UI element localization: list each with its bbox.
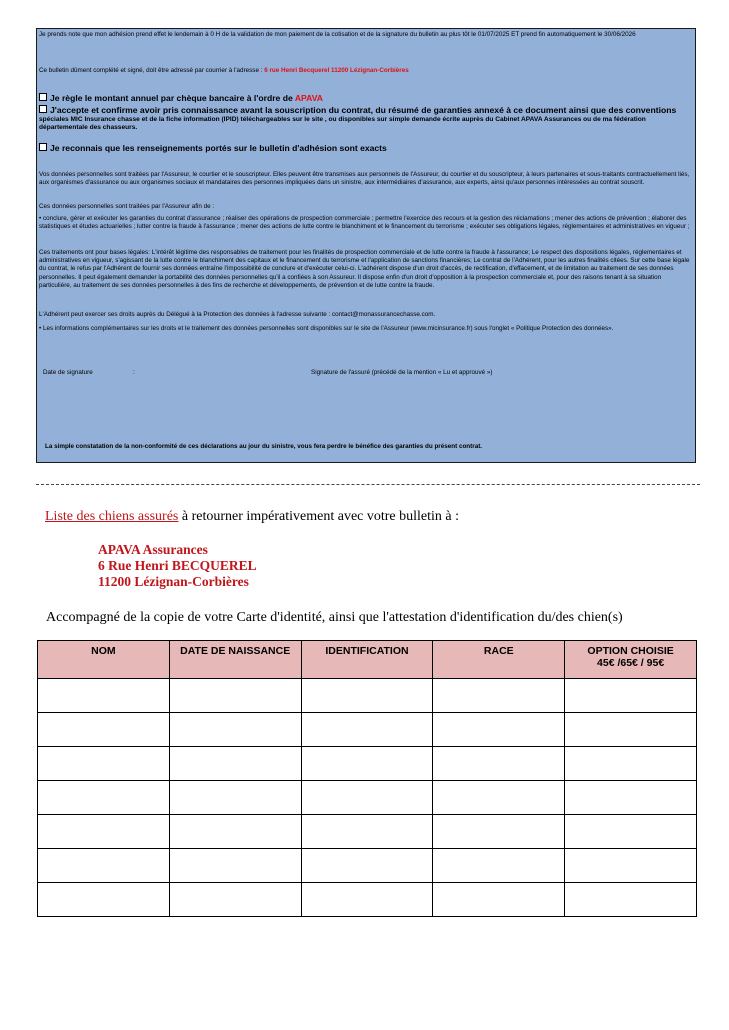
cell-name[interactable] [38,713,170,747]
cell-identification[interactable] [301,815,433,849]
attachments-note: Accompagné de la copie de votre Carte d'identité, ainsi que l'attestation d'identification du/des chien(s) [46,610,623,625]
cell-name[interactable] [38,849,170,883]
cell-birthdate[interactable] [169,747,301,781]
col-header-breed: RACE [433,641,565,679]
cell-breed[interactable] [433,679,565,713]
cell-option[interactable] [565,679,697,713]
cell-birthdate[interactable] [169,849,301,883]
option-prices: 45€ /65€ / 95€ [597,657,665,669]
table-row [38,815,697,849]
table-row [38,747,697,781]
cell-identification[interactable] [301,679,433,713]
cell-breed[interactable] [433,883,565,917]
address-line-1: APAVA Assurances [98,542,208,557]
checkbox-accept[interactable] [39,105,47,113]
rgpd-paragraph-1: Vos données personnelles sont traitées par l'Assureur, le courtier et le souscripteur. Elles peuvent être transmises aux personnels de l'Assureur, du courtier et du souscripteur, à leurs partenaires et sous-traitants contractuellement liés, aux organismes d'assurance ou aux organismes sociaux et mandataires des personnes impliquées dans un sinistre, aux intermédiaires d'assurance, aux experts, ainsi qu'aux personnes intéressées au contrat souscrit. [39,171,690,187]
col-header-name: NOM [38,641,170,679]
cell-breed[interactable] [433,713,565,747]
checkbox-accurate[interactable] [39,143,47,151]
cell-identification[interactable] [301,747,433,781]
effective-date-text: Je prends note que mon adhésion prend effet le lendemain à 0 H de la validation de mon paiement de la cotisation et de la signature du bulletin au plus tôt le 01/07/2025 ET prend fin automatiquement le 30/06/2026 [39,31,636,38]
signature-label: Signature de l'assuré (précédé de la mention « Lu et approuvé ») [311,369,493,376]
rgpd-paragraph-6: • Les informations complémentaires sur les droits et le traitement des données personnelles sont disponibles sur le site de l'Assureur (www.micinsurance.fr) sous l'onglet « Politique Protection des données». [39,325,614,332]
cell-identification[interactable] [301,713,433,747]
cell-option[interactable] [565,883,697,917]
cell-option[interactable] [565,849,697,883]
table-row [38,883,697,917]
col-header-option: OPTION CHOISIE 45€ /65€ / 95€ [565,641,697,679]
cell-breed[interactable] [433,815,565,849]
cell-option[interactable] [565,713,697,747]
cell-identification[interactable] [301,849,433,883]
cell-option[interactable] [565,747,697,781]
dogs-table [37,640,697,917]
cell-option[interactable] [565,781,697,815]
cell-option[interactable] [565,815,697,849]
cell-name[interactable] [38,883,170,917]
col-header-birthdate: DATE DE NAISSANCE [169,641,301,679]
rgpd-paragraph-2: Ces données personnelles sont traitées par l'Assureur afin de : [39,203,215,210]
rgpd-paragraph-5: L'Adhérent peut exercer ses droits auprès du Délégué à la Protection des données à l'adresse suivante : contact@monassurancechasse.com. [39,311,436,318]
cut-line-divider [36,484,700,485]
cell-name[interactable] [38,815,170,849]
cell-birthdate[interactable] [169,713,301,747]
rgpd-paragraph-3: • conclure, gérer et exécuter les garanties du contrat d'assurance ; réaliser des opérations de prospection commerciale ; permettre l'exercice des recours et la gestion des réclamations ; mener des actions de prévention ; élaborer des statistiques et études actuarielles ; lutter contre la fraude à l'assurance ; mener des actions de lutte contre le blanchiment et le financement du terrorisme ; exécuter ses obligations légales, réglementaires et administratives en vigueur ; [39,215,690,231]
cell-name[interactable] [38,747,170,781]
col-header-identification: IDENTIFICATION [301,641,433,679]
checkbox-accurate-row: Je reconnais que les renseignements portés sur le bulletin d'adhésion sont exacts [39,143,693,153]
cell-identification[interactable] [301,781,433,815]
return-address [98,542,257,590]
cell-breed[interactable] [433,781,565,815]
subscription-terms-box [36,28,696,463]
dogs-list-heading: Liste des chiens assurés à retourner impérativement avec votre bulletin à : [45,509,460,524]
cell-birthdate[interactable] [169,815,301,849]
cell-breed[interactable] [433,747,565,781]
cell-identification[interactable] [301,883,433,917]
table-row [38,781,697,815]
mailing-address: 6 rue Henri Becquerel 11200 Lézignan-Corbières [264,67,409,74]
address-line-3: 11200 Lézignan-Corbières [98,574,249,589]
rgpd-paragraph-4: Ces traitements ont pour bases légales: L'intérêt légitime des responsables de traitement pour les finalités de prospection commerciale et de lutte contre la fraude à l'assurance; Le respect des dispositions légales, réglementaires et administratives en vigueur, s'agissant de la lutte contre le blanchiment des capitaux et le financement du terrorisme et l'application de sanctions financières; Le contrat de l'Adhérent, pour les autres finalités citées. Sur cette base légale du contrat, le refus par l'Adhérent de fournir ses données entraîne l'impossibilité de conclure et d'exécuter celui-ci. L'adhérent dispose d'un droit d'accès, de rectification, d'effacement, et de limitation au traitement de ses données personnelles. Il peut également demander la portabilité des données personnelles qu'il a confiées à son Assureur. Il dispose enfin d'un droit d'opposition à la prospection commerciale et, pour des raisons tenant à sa situation particulière, au traitement de ses données personnelles à des fins de recherche et développements, de prévention et de lutte contre la fraude. [39,249,690,289]
address-line-2: 6 Rue Henri BECQUEREL [98,558,257,573]
cell-name[interactable] [38,679,170,713]
cell-birthdate[interactable] [169,781,301,815]
checkbox-accept-row: J'accepte et confirme avoir pris connaissance avant la souscription du contrat, du résumé de garanties annexé à ce document ainsi que des conventions spéciales MIC Insurance chasse et de la fiche information (IPID) téléchargeables sur le site , ou disponibles sur simple demande écrite auprès du Cabinet APAVA Assurances ou de ma fédération départementale des chasseurs. [39,105,677,132]
cell-name[interactable] [38,781,170,815]
date-signature-label: Date de signature [43,369,93,376]
cell-birthdate[interactable] [169,679,301,713]
warning-text: La simple constatation de la non-conformité de ces déclarations au jour du sinistre, vous fera perdre le bénéfice des garanties du présent contrat. [45,443,483,450]
table-row [38,713,697,747]
table-header-row [38,641,697,679]
table-row [38,849,697,883]
checkbox-cheque-row: Je règle le montant annuel par chèque bancaire à l'ordre de APAVA [39,93,693,103]
table-row [38,679,697,713]
checkbox-cheque[interactable] [39,93,47,101]
date-colon: : [133,369,135,376]
cell-birthdate[interactable] [169,883,301,917]
cell-breed[interactable] [433,849,565,883]
mailing-instruction: Ce bulletin dûment complété et signé, doit être adressé par courrier à l'adresse : 6 rue Henri Becquerel 11200 Lézignan-Corbières [39,67,409,74]
